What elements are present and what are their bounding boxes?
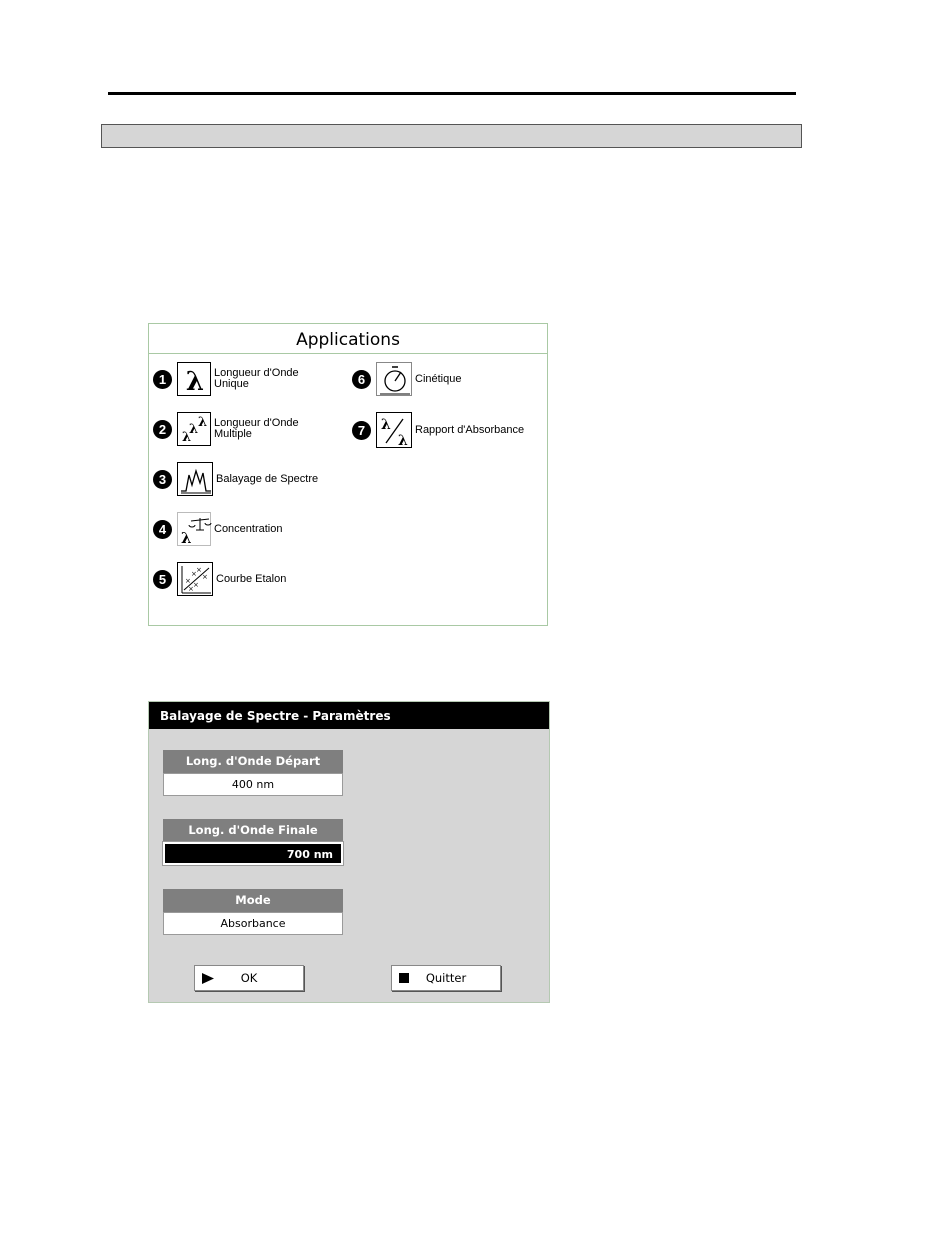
svg-text:λ: λ: [381, 417, 391, 433]
mode-label: Mode: [163, 889, 343, 912]
svg-text:×: ×: [193, 581, 199, 589]
spectrum-scan-parameters-dialog: [148, 701, 550, 1003]
end-wavelength-value[interactable]: 700 nm: [163, 842, 343, 865]
end-wavelength-label: Long. d'Onde Finale: [163, 819, 343, 842]
app-number: 3: [153, 470, 172, 489]
mode-field[interactable]: [163, 889, 343, 935]
svg-text:×: ×: [188, 585, 194, 593]
app-number: 5: [153, 570, 172, 589]
app-kinetics[interactable]: [352, 362, 461, 396]
applications-title: Applications: [149, 324, 547, 354]
start-wavelength-label: Long. d'Onde Départ: [163, 750, 343, 773]
app-label: Courbe Etalon: [216, 572, 287, 585]
calibration-curve-icon: [177, 562, 213, 596]
top-rule: [108, 92, 796, 95]
app-label: Longueur d'Onde Unique: [214, 367, 299, 390]
start-wavelength-value[interactable]: 400 nm: [163, 773, 343, 796]
app-label: Rapport d'Absorbance: [415, 423, 525, 436]
svg-text:×: ×: [202, 573, 208, 581]
ok-button[interactable]: [194, 965, 304, 991]
app-number: 4: [153, 520, 172, 539]
stopwatch-icon: [376, 362, 412, 396]
lambda-icon: [177, 362, 211, 396]
quit-button[interactable]: [391, 965, 501, 991]
app-multiple-wavelength[interactable]: [153, 412, 299, 446]
app-label: Cinétique: [415, 372, 462, 385]
app-label: Longueur d'Onde Multiple: [214, 417, 299, 440]
section-header-bar: [101, 124, 802, 148]
svg-text:λ: λ: [198, 415, 208, 430]
svg-text:λ: λ: [398, 433, 408, 449]
svg-text:λ: λ: [185, 367, 205, 397]
app-spectrum-scan[interactable]: [153, 462, 318, 496]
end-wavelength-field[interactable]: [163, 819, 343, 865]
spectrum-icon: [177, 462, 213, 496]
app-number: 7: [352, 421, 371, 440]
svg-text:×: ×: [196, 566, 202, 574]
app-concentration[interactable]: [153, 512, 283, 546]
quit-label: Quitter: [425, 971, 467, 985]
app-number: 1: [153, 370, 172, 389]
start-wavelength-field[interactable]: [163, 750, 343, 796]
app-number: 2: [153, 420, 172, 439]
svg-text:λ: λ: [181, 529, 192, 547]
app-number: 6: [352, 370, 371, 389]
app-label: Concentration: [214, 522, 283, 535]
mode-value[interactable]: Absorbance: [163, 912, 343, 935]
app-absorbance-ratio[interactable]: [352, 412, 524, 448]
ok-label: OK: [240, 971, 258, 985]
dialog-title: Balayage de Spectre - Paramètres: [149, 702, 549, 729]
app-single-wavelength[interactable]: [153, 362, 299, 396]
svg-text:λ: λ: [189, 422, 199, 437]
app-label: Balayage de Spectre: [216, 472, 319, 485]
applications-panel: [148, 323, 548, 626]
svg-text:×: ×: [191, 570, 197, 578]
lambda-ratio-icon: [376, 412, 412, 448]
multi-lambda-icon: [177, 412, 211, 446]
svg-text:λ: λ: [182, 430, 192, 445]
scale-icon: [177, 512, 211, 546]
svg-text:×: ×: [185, 577, 191, 585]
app-calibration-curve[interactable]: [153, 562, 286, 596]
